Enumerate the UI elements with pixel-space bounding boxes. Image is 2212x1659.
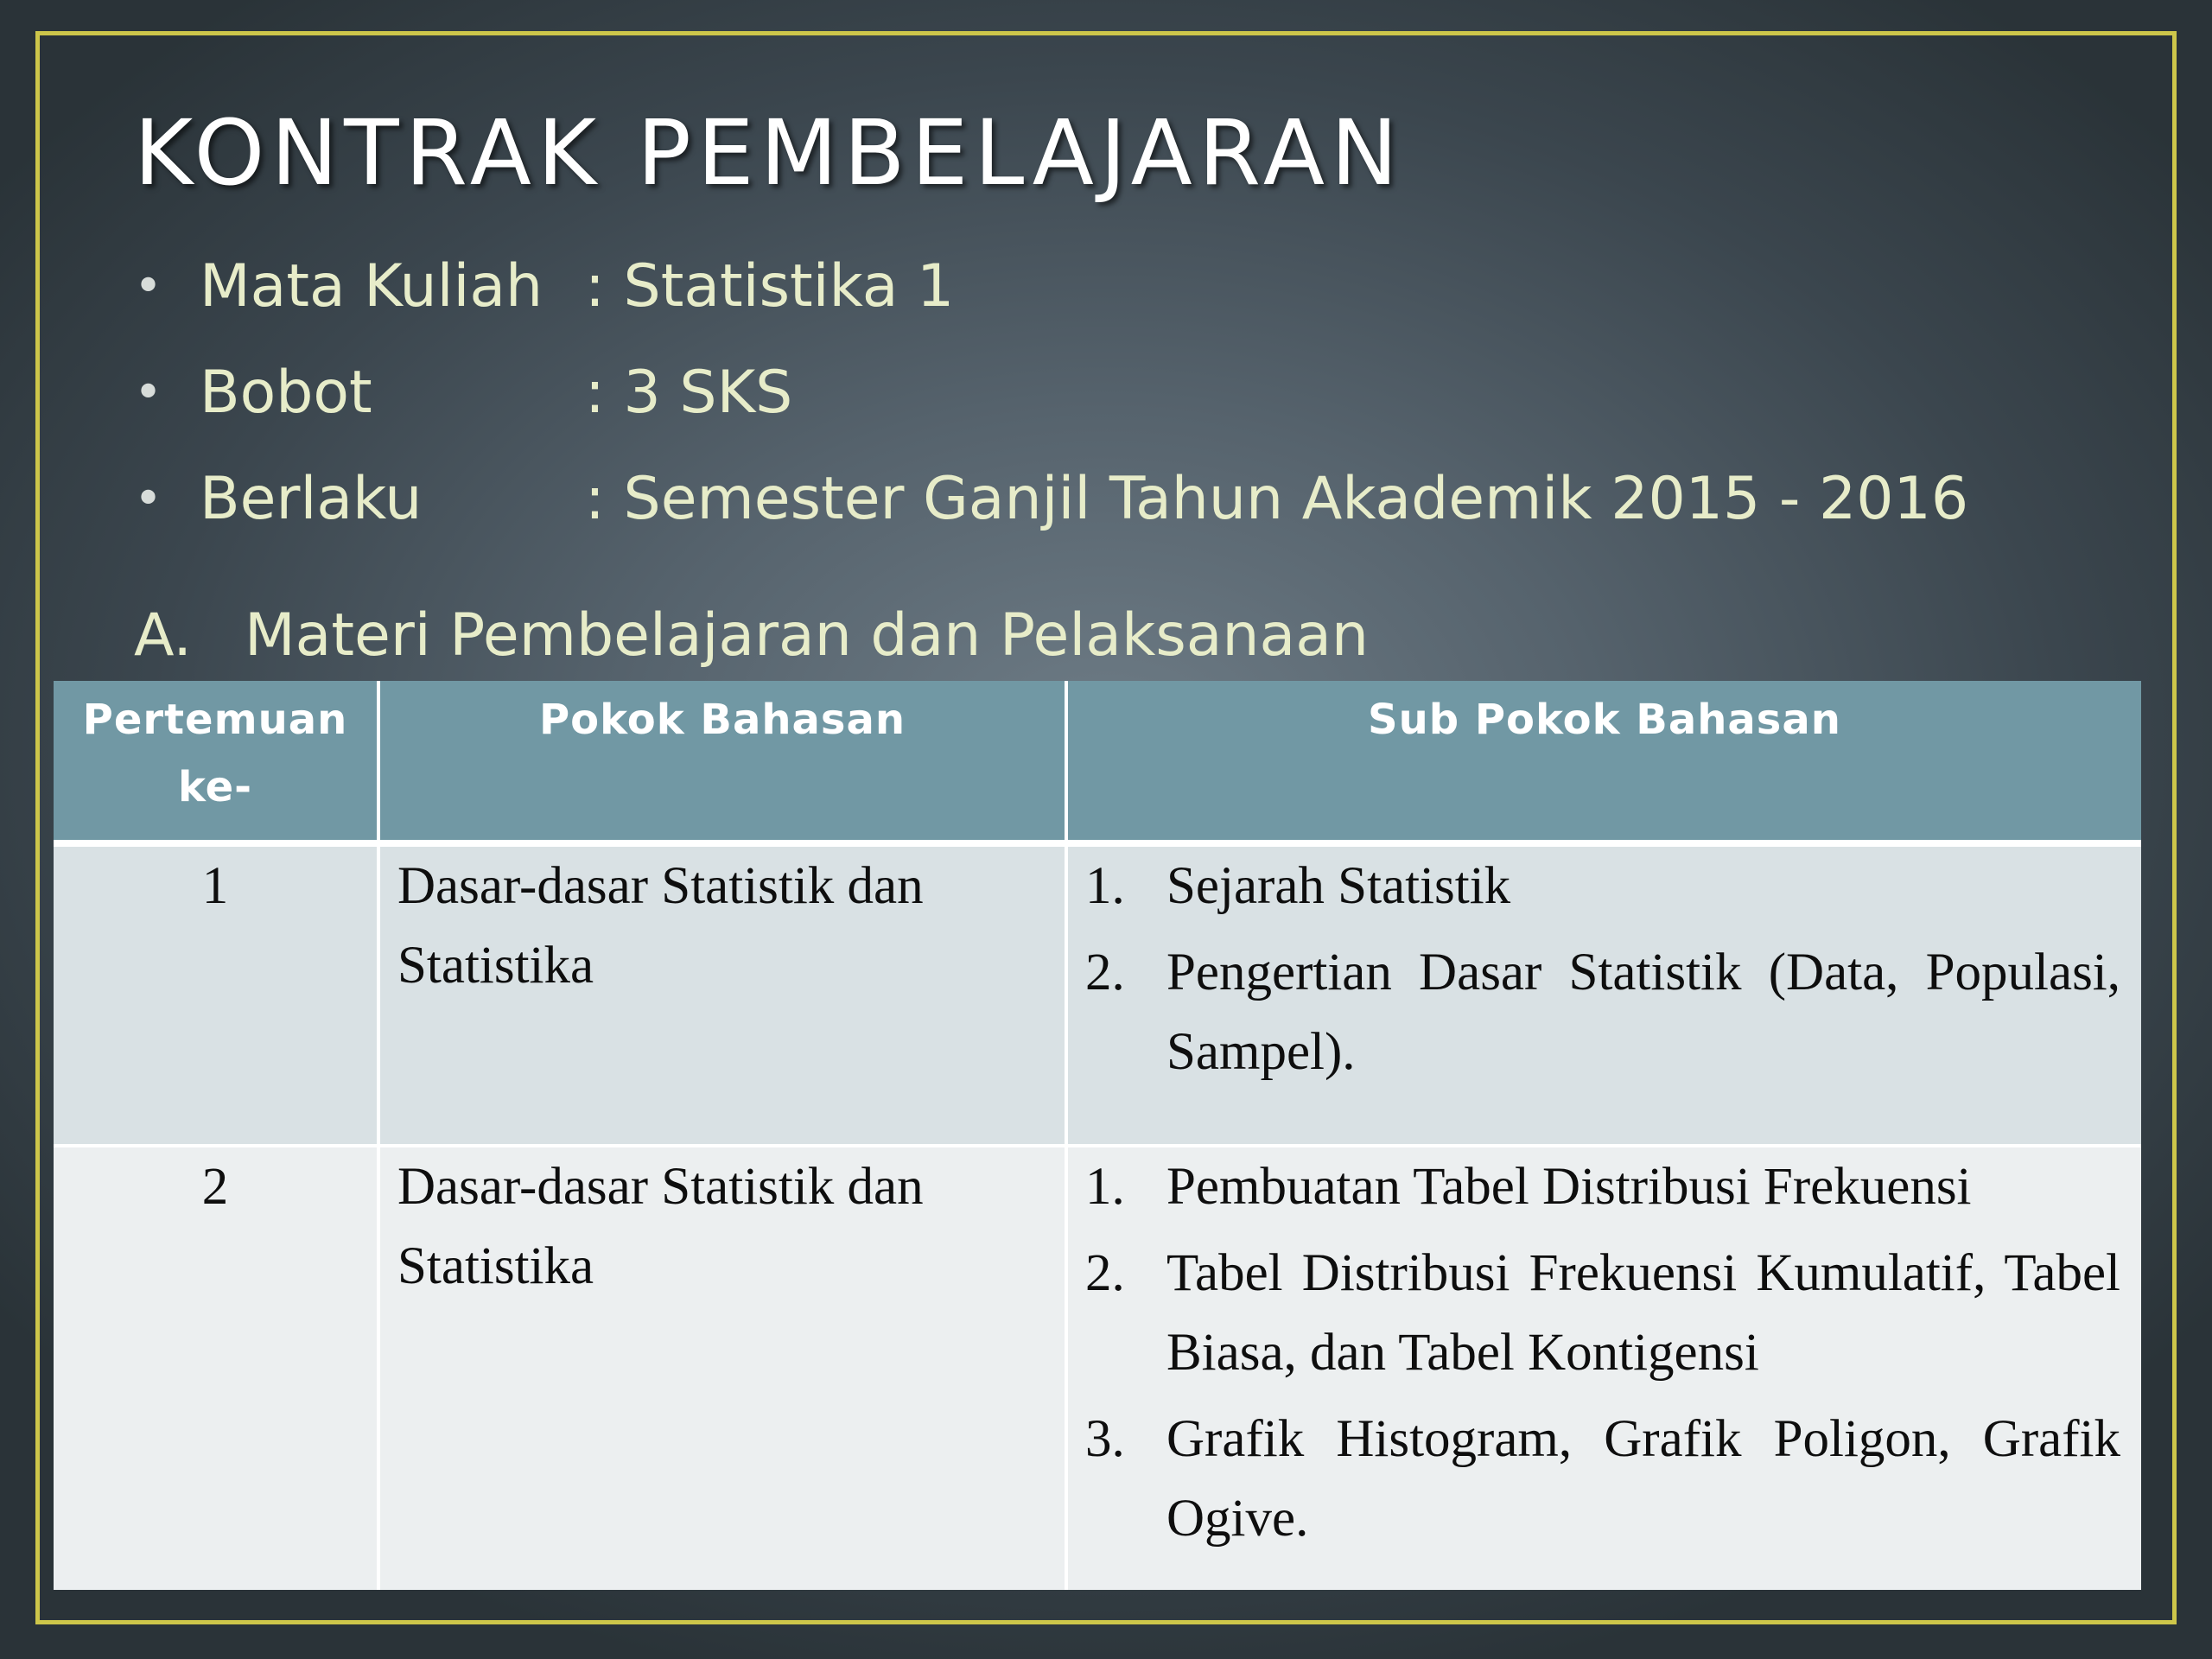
info-value: : Statistika 1	[585, 252, 955, 321]
header-pokok-bahasan: Pokok Bahasan	[378, 681, 1066, 843]
bullet-icon: •	[134, 258, 163, 315]
sub-topic-item	[1085, 1400, 2120, 1559]
info-value: : 3 SKS	[585, 359, 793, 427]
header-pertemuan: Pertemuan ke-	[54, 681, 378, 843]
table-row	[54, 843, 2141, 1146]
info-label: Mata Kuliah	[200, 252, 543, 321]
sub-topic-number: 1.	[1085, 857, 1125, 915]
materials-table	[54, 681, 2141, 1590]
sub-topic-text: Sejarah Statistik	[1166, 857, 1511, 915]
cell-pokok-bahasan: Dasar-dasar Statistik dan Statistika	[378, 843, 1066, 1146]
sub-topic-number: 3.	[1085, 1410, 1125, 1468]
sub-topic-number: 2.	[1085, 1244, 1125, 1302]
slide-title: KONTRAK PEMBELAJARAN	[134, 100, 1404, 206]
info-label: Berlaku	[200, 465, 423, 533]
section-title: Materi Pembelajaran dan Pelaksanaan	[245, 601, 1369, 670]
bullet-icon: •	[134, 471, 163, 527]
sub-topic-text: Pengertian Dasar Statistik (Data, Populasi, Sampel).	[1166, 944, 2120, 1081]
cell-pertemuan: 2	[54, 1146, 378, 1590]
sub-topic-number: 1.	[1085, 1158, 1125, 1216]
table-row	[54, 1146, 2141, 1590]
sub-topic-item	[1085, 933, 2120, 1092]
section-heading	[134, 601, 1369, 671]
cell-pokok-bahasan: Dasar-dasar Statistik dan Statistika	[378, 1146, 1066, 1590]
materials-table-container	[54, 681, 2141, 1590]
info-value: : Semester Ganjil Tahun Akademik 2015 - 2016	[585, 465, 1969, 533]
sub-topic-number: 2.	[1085, 944, 1125, 1001]
cell-sub-pokok-bahasan	[1066, 843, 2141, 1146]
sub-topic-text: Tabel Distribusi Frekuensi Kumulatif, Tabel Biasa, dan Tabel Kontigensi	[1166, 1244, 2120, 1382]
cell-sub-pokok-bahasan	[1066, 1146, 2141, 1590]
sub-topic-list	[1085, 1147, 2120, 1559]
sub-topic-item	[1085, 847, 2120, 926]
sub-topic-text: Pembuatan Tabel Distribusi Frekuensi	[1166, 1158, 1972, 1216]
section-letter: A.	[134, 601, 192, 670]
table-header-row	[54, 681, 2141, 843]
cell-pertemuan: 1	[54, 843, 378, 1146]
info-label: Bobot	[200, 359, 372, 427]
sub-topic-item	[1085, 1147, 2120, 1227]
header-sub-pokok-bahasan: Sub Pokok Bahasan	[1066, 681, 2141, 843]
sub-topic-list	[1085, 847, 2120, 1092]
sub-topic-item	[1085, 1234, 2120, 1393]
bullet-icon: •	[134, 365, 163, 421]
sub-topic-text: Grafik Histogram, Grafik Poligon, Grafik Ogive.	[1166, 1410, 2120, 1548]
